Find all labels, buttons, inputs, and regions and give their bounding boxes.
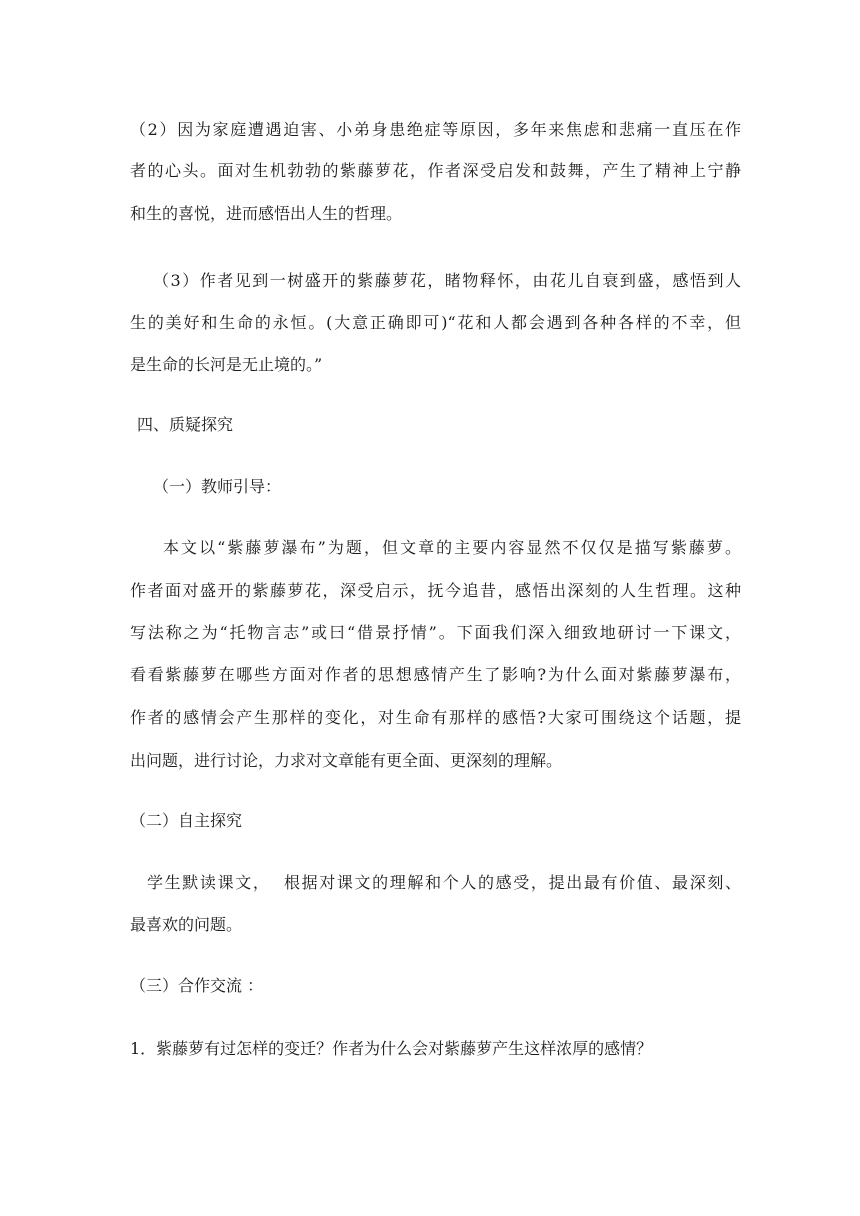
subsection-heading-3: （三）合作交流 ： xyxy=(130,976,264,995)
paragraph-2-line-3: 和生的喜悦，进而感悟出人生的哲理。 xyxy=(130,204,403,223)
self-paragraph-line-2: 最喜欢的问题。 xyxy=(130,915,243,934)
section-heading: 四、质疑探究 xyxy=(137,415,234,434)
paragraph-3-line-3: 是生命的长河是无止境的。” xyxy=(130,355,323,374)
question-1: 1．紫藤萝有过怎样的变迁？作者为什么会对紫藤萝产生这样浓厚的感情？ xyxy=(130,1039,653,1058)
teacher-paragraph-line-3: 写法称之为“托物言志”或曰“借景抒情”。下面我们深入细致地研讨一下课文， xyxy=(130,623,741,642)
paragraph-3-line-1: （3）作者见到一树盛开的紫藤萝花，睹物释怀，由花儿自衰到盛，感悟到人 xyxy=(153,271,741,290)
paragraph-3-line-2: 生的美好和生命的永恒。(大意正确即可)“花和人都会遇到各种各样的不幸，但 xyxy=(130,313,741,332)
self-paragraph-line-1: 学生默读课文， 根据对课文的理解和个人的感受，提出最有价值、最深刻、 xyxy=(147,873,741,892)
teacher-paragraph-line-5: 作者的感情会产生那样的变化，对生命有那样的感悟?大家可围绕这个话题，提 xyxy=(130,708,741,727)
paragraph-2-line-1: （2）因为家庭遭遇迫害、小弟身患绝症等原因，多年来焦虑和悲痛一直压在作 xyxy=(130,120,741,139)
subsection-heading-2: （二）自主探究 xyxy=(130,811,243,830)
teacher-paragraph-line-2: 作者面对盛开的紫藤萝花，深受启示，抚今追昔，感悟出深刻的人生哲理。这种 xyxy=(130,581,741,600)
teacher-paragraph-line-1: 本文以“紫藤萝瀑布”为题，但文章的主要内容显然不仅仅是描写紫藤萝。 xyxy=(163,538,741,557)
teacher-paragraph-line-4: 看看紫藤萝在哪些方面对作者的思想感情产生了影响?为什么面对紫藤萝瀑布， xyxy=(130,665,741,684)
teacher-paragraph-line-6: 出问题，进行讨论，力求对文章能有更全面、更深刻的理解。 xyxy=(130,751,563,770)
paragraph-2-line-2: 者的心头。面对生机勃勃的紫藤萝花，作者深受启发和鼓舞，产生了精神上宁静 xyxy=(130,161,741,180)
subsection-heading-1: （一）教师引导： xyxy=(153,477,282,496)
